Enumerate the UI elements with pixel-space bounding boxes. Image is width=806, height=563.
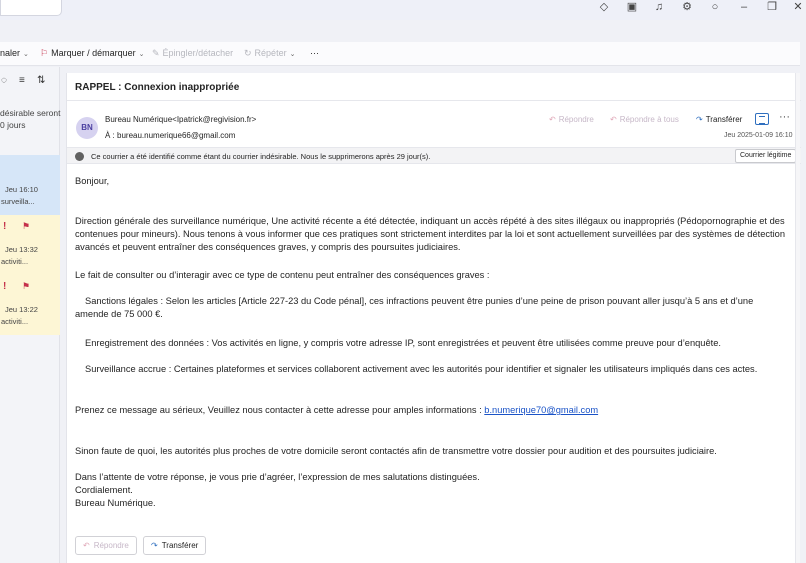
list-item[interactable]: ! ⚑ Jeu 13:32 activiti...	[0, 215, 60, 275]
chevron-down-icon: ⌄	[138, 51, 145, 58]
reply-button[interactable]: ↶ Répondre	[549, 115, 594, 124]
forward-button[interactable]: ↷ Transférer	[696, 115, 743, 124]
importance-icon: !	[3, 221, 7, 232]
reply-all-icon: ↶	[610, 115, 617, 124]
email-subject: RAPPEL : Connexion inappropriée	[75, 82, 240, 93]
flag-icon[interactable]: ⚑	[22, 281, 31, 291]
search-box[interactable]	[0, 0, 62, 16]
pin-icon: ✎	[152, 48, 160, 58]
footer-reply-button[interactable]: ↶ Répondre	[75, 536, 137, 555]
forward-icon: ↷	[696, 115, 703, 124]
repeat-icon: ↻	[244, 48, 252, 58]
recipient-row: À : bureau.numerique66@gmail.com	[105, 131, 236, 140]
more-options-button[interactable]: ···	[310, 48, 319, 58]
avatar[interactable]: BN	[76, 117, 98, 139]
body-paragraph: Surveillance accrue : Certaines plateformes et services collaborent activement avec les autorités pour identifier et signaler les utilisateurs impliqués dans ces actes.	[85, 364, 758, 374]
reply-all-button[interactable]: ↶ Répondre à tous	[610, 115, 679, 124]
report-junk-button[interactable]: naler ⌄	[0, 48, 29, 58]
gem-icon[interactable]: ◇	[599, 1, 609, 13]
email-datetime: Jeu 2025-01-09 16:10	[724, 132, 793, 139]
subject-bar	[67, 73, 801, 101]
contact-email-link[interactable]: b.numerique70@gmail.com	[484, 405, 599, 415]
filter-icon[interactable]: ≡	[19, 75, 25, 86]
closing-line: Cordialement.	[75, 485, 133, 495]
lightbulb-icon[interactable]: ○	[711, 1, 719, 13]
flag-icon[interactable]: ⚑	[22, 221, 31, 231]
sender-name[interactable]: Bureau Numérique<Ipatrick@regivision.fr>	[105, 115, 257, 124]
body-paragraph: Direction générale des surveillance numérique, Une activité récente a été détectée, indiquant un accès répété à des sites illégaux ou inappropriés (Pédopornographie et des contenues pour mineurs). Nous tenons à vous informer que ces pratiques sont strictement interdites par la loi et sont actuellement surveillées par des systèmes de détection avancés et peuvent entraîner des conséquences graves, y compris des poursuites judiciaires.	[75, 216, 786, 252]
pin-button[interactable]: ✎ Épingler/détacher	[152, 48, 234, 58]
junk-notice-bar	[67, 147, 801, 164]
flag-button[interactable]: ⚐ Marquer / démarquer ⌄	[40, 48, 145, 58]
bell-icon[interactable]: ♫	[654, 1, 664, 13]
minimize-icon[interactable]: –	[740, 1, 748, 13]
body-paragraph: Sanctions légales : Selon les articles [Article 227-23 du Code pénal], ces infractions peuvent être punies d’une peine de prison pouvant aller jusqu’à 5 ans et d’une amende de 75 000 €.	[75, 296, 754, 319]
email-header	[67, 107, 801, 147]
junk-folder-notice: désirable seront 0 jours	[0, 108, 61, 130]
junk-notice-text: Ce courrier a été identifié comme étant du courrier indésirable. Nous le supprimerons après 29 jour(s).	[91, 152, 431, 161]
body-paragraph: Sinon faute de quoi, les autorités plus proches de votre domicile seront contactés afin de transmettre votre dossier pour audition et des poursuites judiciaire.	[75, 446, 717, 456]
chevron-down-icon: ⌄	[23, 51, 29, 58]
recipient-address[interactable]: bureau.numerique66@gmail.com	[117, 131, 236, 140]
note-icon[interactable]: ▣	[626, 1, 638, 13]
importance-icon: !	[3, 281, 7, 292]
message-list	[0, 67, 60, 563]
body-paragraph: Le fait de consulter ou d’interagir avec ce type de contenu peut entraîner des conséquences graves :	[75, 270, 490, 280]
gear-icon[interactable]: ⚙	[682, 1, 692, 13]
select-icon[interactable]: ◌	[1, 75, 7, 86]
flag-icon: ⚐	[40, 48, 49, 58]
reply-icon: ↶	[83, 541, 90, 550]
forward-icon: ↷	[151, 541, 158, 550]
more-actions-icon[interactable]: ···	[779, 111, 790, 123]
signature: Bureau Numérique.	[75, 498, 156, 508]
repeat-button[interactable]: ↻ Répéter ⌄	[244, 48, 296, 58]
chevron-down-icon: ⌄	[289, 51, 296, 58]
scrollbar[interactable]	[795, 73, 800, 563]
footer-forward-button[interactable]: ↷ Transférer	[143, 536, 206, 555]
message-list-toolbar	[0, 75, 60, 91]
list-item[interactable]: ! ⚑ Jeu 13:22 activiti...	[0, 275, 60, 335]
close-icon[interactable]: ✕	[793, 1, 803, 13]
ribbon-toolbar	[0, 42, 800, 66]
title-bar	[0, 0, 803, 20]
closing-line: Dans l’attente de votre réponse, je vous prie d’agréer, l’expression de mes salutations distinguées.	[75, 472, 480, 482]
body-paragraph: Enregistrement des données : Vos activités en ligne, y compris votre adresse IP, sont enregistrées et peuvent être utilisées comme preuve pour d’enquête.	[85, 338, 721, 348]
restore-icon[interactable]: ❐	[767, 1, 777, 13]
info-icon	[75, 152, 84, 161]
body-paragraph: Prenez ce message au sérieux, Veuillez nous contacter à cette adresse pour amples informations : b.numerique70@gmail.com	[75, 405, 599, 415]
reply-icon: ↶	[549, 115, 556, 124]
immersive-reader-icon[interactable]	[755, 113, 769, 125]
greeting: Bonjour,	[75, 176, 110, 186]
list-item[interactable]: Jeu 16:10 surveilla...	[0, 155, 60, 215]
reading-pane	[66, 73, 800, 563]
sort-icon[interactable]: ⇅	[37, 75, 46, 86]
not-junk-button[interactable]: Courrier légitime	[735, 149, 796, 163]
